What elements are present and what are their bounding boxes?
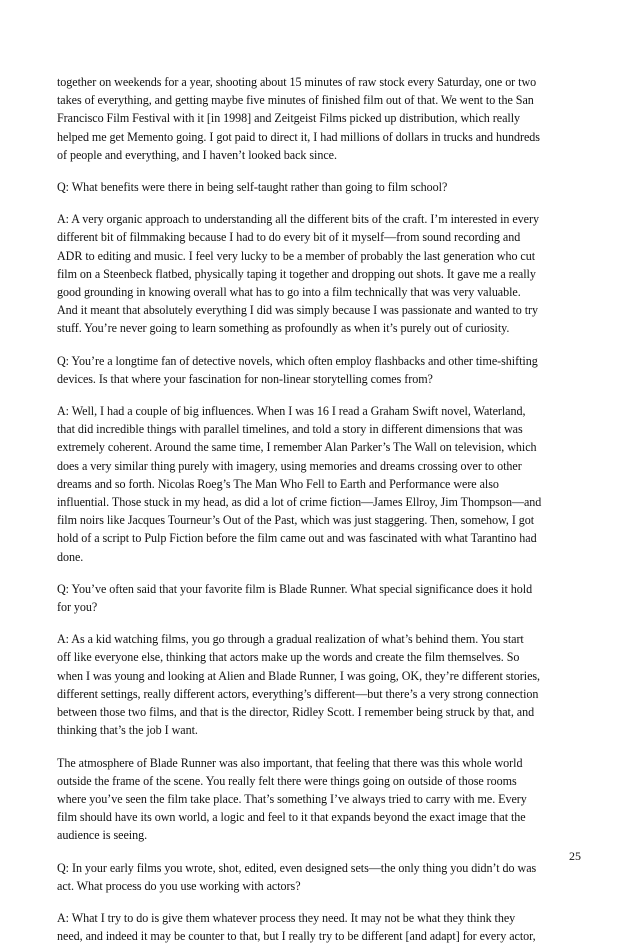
answer-blade-runner: A: As a kid watching films, you go through a gradual realization of what’s behind them. You start off like everyone else, thinking that actors make up the words and create the film themselves. So when I was young and looking at Alien and Blade Runner, I was going, OK, they’re different stories, different settings, really different actors, everything’s different—but there’s a very strong connection between those two films, and that is the director, Ridley Scott. I remember being struck by that, and thinking that’s the job I want. [57,632,541,738]
question-detective-novels: Q: You’re a longtime fan of detective novels, which often employ flashbacks and other time-shifting devices. Is that where your fascination for non-linear storytelling comes from? [57,353,538,386]
answer-influences: A: Well, I had a couple of big influences. When I was 16 I read a Graham Swift novel, Waterland, that did incredible things with parallel timelines, and told a story in different dimensions that was extremely coherent. Around the same time, I remember Alan Parker’s The Wall on television, which does a very similar thing purely with imagery, using memories and dreams crossing over to other dreams and so forth. Nicolas Roeg’s The Man Who Fell to Earth and Performance were also influential. Those stuck in my head, as did a lot of crime fiction—James Ellroy, Jim Thompson—and film noirs like Jacques Tourneur’s Out of the Past, which was just staggering. Then, somehow, I got hold of a script to Pulp Fiction before the film came out and was fascinated with what Tarantino had done. [57,404,542,564]
answer-actors: A: What I try to do is give them whatever process they need. It may not be what they think they need, and indeed it may be counter to that, but I really try to be different [and adapt] for every actor, [57,910,536,944]
question-self-taught: Q: What benefits were there in being self-taught rather than going to film school? [57,180,448,195]
paragraph-continuation: together on weekends for a year, shooting about 15 minutes of raw stock every Saturday, one or two takes of everything, and getting maybe five minutes of finished film out of that. We went to the San Francisco Film Festival with it [in 1998] and Zeitgeist Films picked up distribution, which really helped me get Memento going. I got paid to direct it, I had millions of dollars in trucks and hundreds of people and everything, and I haven’t looked back since. [57,75,540,162]
question-actors: Q: In your early films you wrote, shot, edited, even designed sets—the only thing you didn’t do was act. What process do you use working with actors? [57,860,537,893]
answer-self-taught: A: A very organic approach to understanding all the different bits of the craft. I’m interested in every different bit of filmmaking because I had to do every bit of it myself—from sound recording and ADR to editing and music. I feel very lucky to be a member of probably the last generation who cut film on a Steenbeck flatbed, physically taping it together and dropping out shots. It gave me a really good grounding in knowing overall what has to go into a film technically that was very valuable. And it meant that absolutely everything I did was simply because I was passionate and wanted to try stuff. You’re never going to learn something as profoundly as when it’s purely out of curiosity. [57,212,539,336]
paragraph-atmosphere: The atmosphere of Blade Runner was also important, that feeling that there was this whole world outside the frame of the scene. You really felt there were things going on outside of those rooms where you’ve seen the film take place. That’s something I’ve always tried to carry with me. Every film should have its own world, a logic and feel to it that expands beyond the exact image that the audience is seeing. [57,755,527,843]
page-number: 25 [569,849,581,863]
question-blade-runner: Q: You’ve often said that your favorite film is Blade Runner. What special significance does it hold for you? [57,581,533,615]
